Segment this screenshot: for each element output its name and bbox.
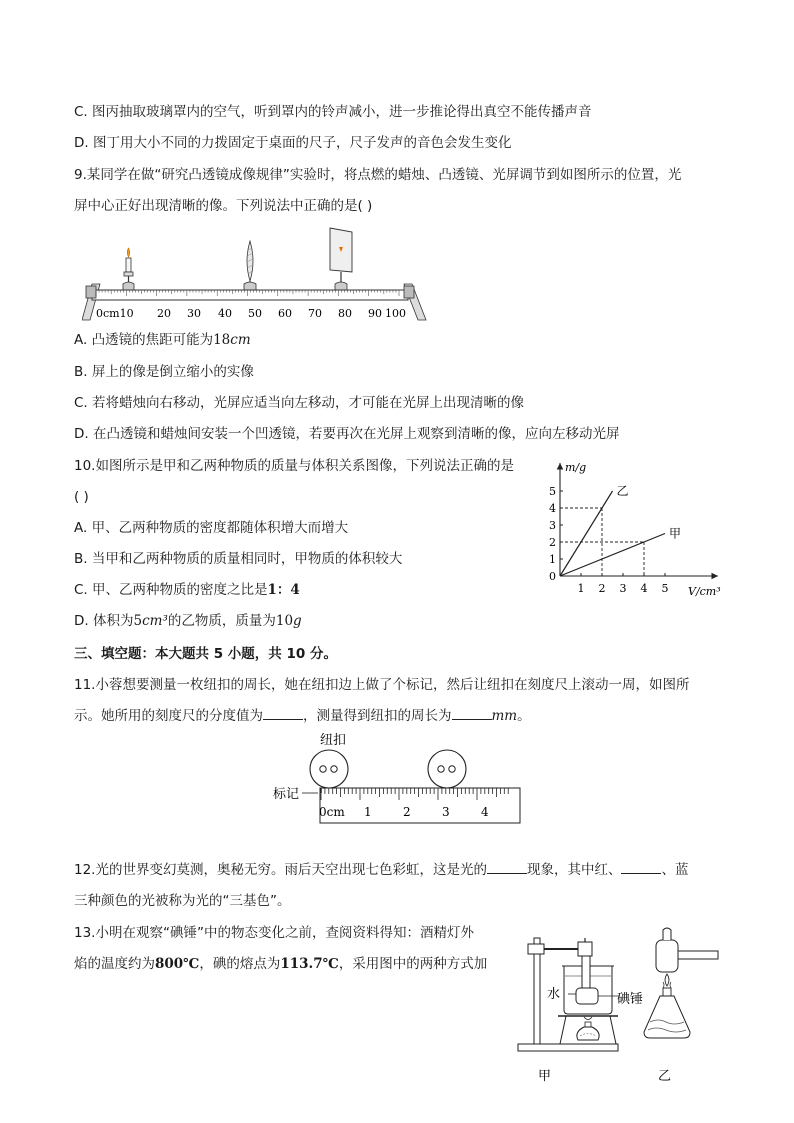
label-yi: 乙 <box>658 1069 672 1084</box>
button-circle-left <box>310 750 348 793</box>
q9-option-a <box>74 331 251 349</box>
q12-line1-mid2: 、蓝 <box>661 862 689 878</box>
bench-label-100: 100 <box>385 307 406 320</box>
q10-option-b: B. 当甲和乙两种物质的质量相同时，甲物质的体积较大 <box>74 551 403 567</box>
q12-line2: 三种颜色的光被称为光的“三基色”。 <box>74 893 291 909</box>
q12-blank-2[interactable] <box>621 861 661 874</box>
q12-line1-pre: 12.光的世界变幻莫测，奥秘无穷。雨后天空出现七色彩虹，这是光的 <box>74 862 487 878</box>
y-tick-label: 0 <box>549 570 556 583</box>
q11-line2-mid: ，测量得到纽扣的周长为 <box>303 708 452 724</box>
q10-option-d-mid: 的乙物质，质量为 <box>167 613 276 629</box>
q13-line2-pre: 焰的温度约为 <box>74 956 155 972</box>
label-jia: 甲 <box>538 1069 552 1084</box>
q11-blank-1[interactable] <box>263 707 303 720</box>
ruler-label-4: 4 <box>481 805 489 819</box>
series-label: 乙 <box>616 484 629 498</box>
label-mark: 标记 <box>273 787 300 802</box>
series-label: 甲 <box>669 526 682 541</box>
q9-option-a-unit: cm <box>230 332 251 348</box>
series-line <box>560 534 665 577</box>
convex-lens <box>244 241 256 290</box>
q9-stem-line1: 9.某同学在做“研究凸透镜成像规律”实验时，将点燃的蜡烛、凸透镜、光屏调节到如图所示的位置，光 <box>74 167 682 183</box>
q12-line1 <box>74 861 688 879</box>
mass-volume-chart <box>540 455 730 605</box>
q11-line1: 11.小蓉想要测量一枚纽扣的周长，她在纽扣边上做了个标记，然后让纽扣在刻度尺上滚动一周，如图所 <box>74 677 690 693</box>
iodine-hammer-figure <box>508 918 724 1088</box>
bench-label-0: 0cm10 <box>96 307 134 320</box>
chart-x-label: V/cm³ <box>688 585 721 598</box>
q10-option-d-volume-unit: cm³ <box>142 613 168 629</box>
x-tick-label: 4 <box>640 582 648 595</box>
q12-line1-mid1: 现象，其中红、 <box>526 862 622 878</box>
optical-bench-figure <box>82 226 432 324</box>
q11-line2-pre: 示。她所用的刻度尺的分度值为 <box>74 708 263 724</box>
q10-option-d-volume: 5 <box>133 613 143 629</box>
q10-option-a: A. 甲、乙两种物质的密度都随体积增大而增大 <box>74 520 349 536</box>
apparatus-yi <box>644 928 718 1038</box>
q10-option-c <box>74 581 300 599</box>
x-tick-label: 5 <box>661 582 669 595</box>
q10-stem-line2: ( ) <box>74 489 89 505</box>
y-tick-label: 3 <box>549 519 556 532</box>
bench-label-50: 50 <box>248 307 262 320</box>
bench-label-80: 80 <box>338 307 352 320</box>
q13-line2 <box>74 955 487 973</box>
q9-stem-line2: 屏中心正好出现清晰的像。下列说法中正确的是( ) <box>74 198 373 214</box>
chart-guides <box>560 508 644 576</box>
y-tick-label: 2 <box>549 536 556 549</box>
q10-option-c-text: C. 甲、乙两种物质的密度之比是 <box>74 582 268 598</box>
q10-option-d-mass-unit: g <box>293 613 302 629</box>
q11-line2 <box>74 707 531 725</box>
ruler-label-0: 0cm <box>319 805 345 819</box>
label-iodine-hammer: 碘锤 <box>617 992 644 1007</box>
q9-option-a-value: 18 <box>213 332 231 348</box>
q13-temp-alcohol: 800℃ <box>155 956 200 972</box>
button-ruler-figure <box>270 727 530 827</box>
y-tick-label: 4 <box>549 502 556 515</box>
q11-line2-end: 。 <box>517 708 531 724</box>
q10-option-d-mass: 10 <box>275 613 294 629</box>
q10-option-d <box>74 612 302 630</box>
ruler-scale <box>321 788 508 800</box>
q12-blank-1[interactable] <box>487 861 527 874</box>
x-tick-label: 1 <box>577 582 585 595</box>
q9-option-a-text: A. 凸透镜的焦距可能为 <box>74 332 214 348</box>
ruler-label-2: 2 <box>403 805 411 819</box>
candle <box>123 248 134 290</box>
q13-line2-mid: ，碘的熔点为 <box>199 956 281 972</box>
q13-line2-end: ，采用图中的两种方式加 <box>338 956 488 972</box>
ruler-label-1: 1 <box>364 805 372 819</box>
bench-label-70: 70 <box>308 307 322 320</box>
q9-option-b: B. 屏上的像是倒立缩小的实像 <box>74 364 254 380</box>
section-3-title: 三、填空题：本大题共 5 小题，共 10 分。 <box>74 646 337 662</box>
ruler-label-3: 3 <box>442 805 450 819</box>
q11-line2-unit: mm <box>491 708 518 724</box>
q11-blank-2[interactable] <box>452 707 492 720</box>
bench-label-40: 40 <box>218 307 232 320</box>
q9-option-c: C. 若将蜡烛向右移动，光屏应适当向左移动，才可能在光屏上出现清晰的像 <box>74 395 525 411</box>
q8-option-d: D. 图丁用大小不同的力拨固定于桌面的尺子，尺子发声的音色会发生变化 <box>74 135 512 151</box>
x-tick-label: 2 <box>598 582 606 595</box>
label-water: 水 <box>547 987 561 1002</box>
q10-option-c-ratio: 1：4 <box>267 582 300 598</box>
label-button: 纽扣 <box>320 733 347 748</box>
chart-series <box>560 484 681 576</box>
light-screen <box>330 228 352 290</box>
bench-label-60: 60 <box>278 307 292 320</box>
q10-stem-line1: 10.如图所示是甲和乙两种物质的质量与体积关系图像，下列说法正确的是 <box>74 458 514 474</box>
q9-option-d: D. 在凸透镜和蜡烛间安装一个凹透镜，若要再次在光屏上观察到清晰的像，应向左移动光屏 <box>74 426 620 442</box>
q13-temp-iodine: 113.7℃ <box>280 956 339 972</box>
button-circle-right <box>428 750 466 788</box>
chart-y-label: m/g <box>565 461 587 474</box>
q8-option-c: C. 图丙抽取玻璃罩内的空气，听到罩内的铃声减小，进一步推论得出真空不能传播声音 <box>74 104 592 120</box>
series-line <box>560 491 613 576</box>
y-tick-label: 1 <box>549 553 556 566</box>
bench-label-20: 20 <box>157 307 171 320</box>
q13-line1: 13.小明在观察“碘锤”中的物态变化之前，查阅资料得知：酒精灯外 <box>74 925 474 941</box>
apparatus-jia <box>518 938 643 1051</box>
bench-label-90: 90 <box>368 307 382 320</box>
chart-ticks <box>549 485 669 595</box>
q10-option-d-pre: D. 体积为 <box>74 613 134 629</box>
bench-label-30: 30 <box>187 307 201 320</box>
x-tick-label: 3 <box>619 582 627 595</box>
y-tick-label: 5 <box>549 485 556 498</box>
